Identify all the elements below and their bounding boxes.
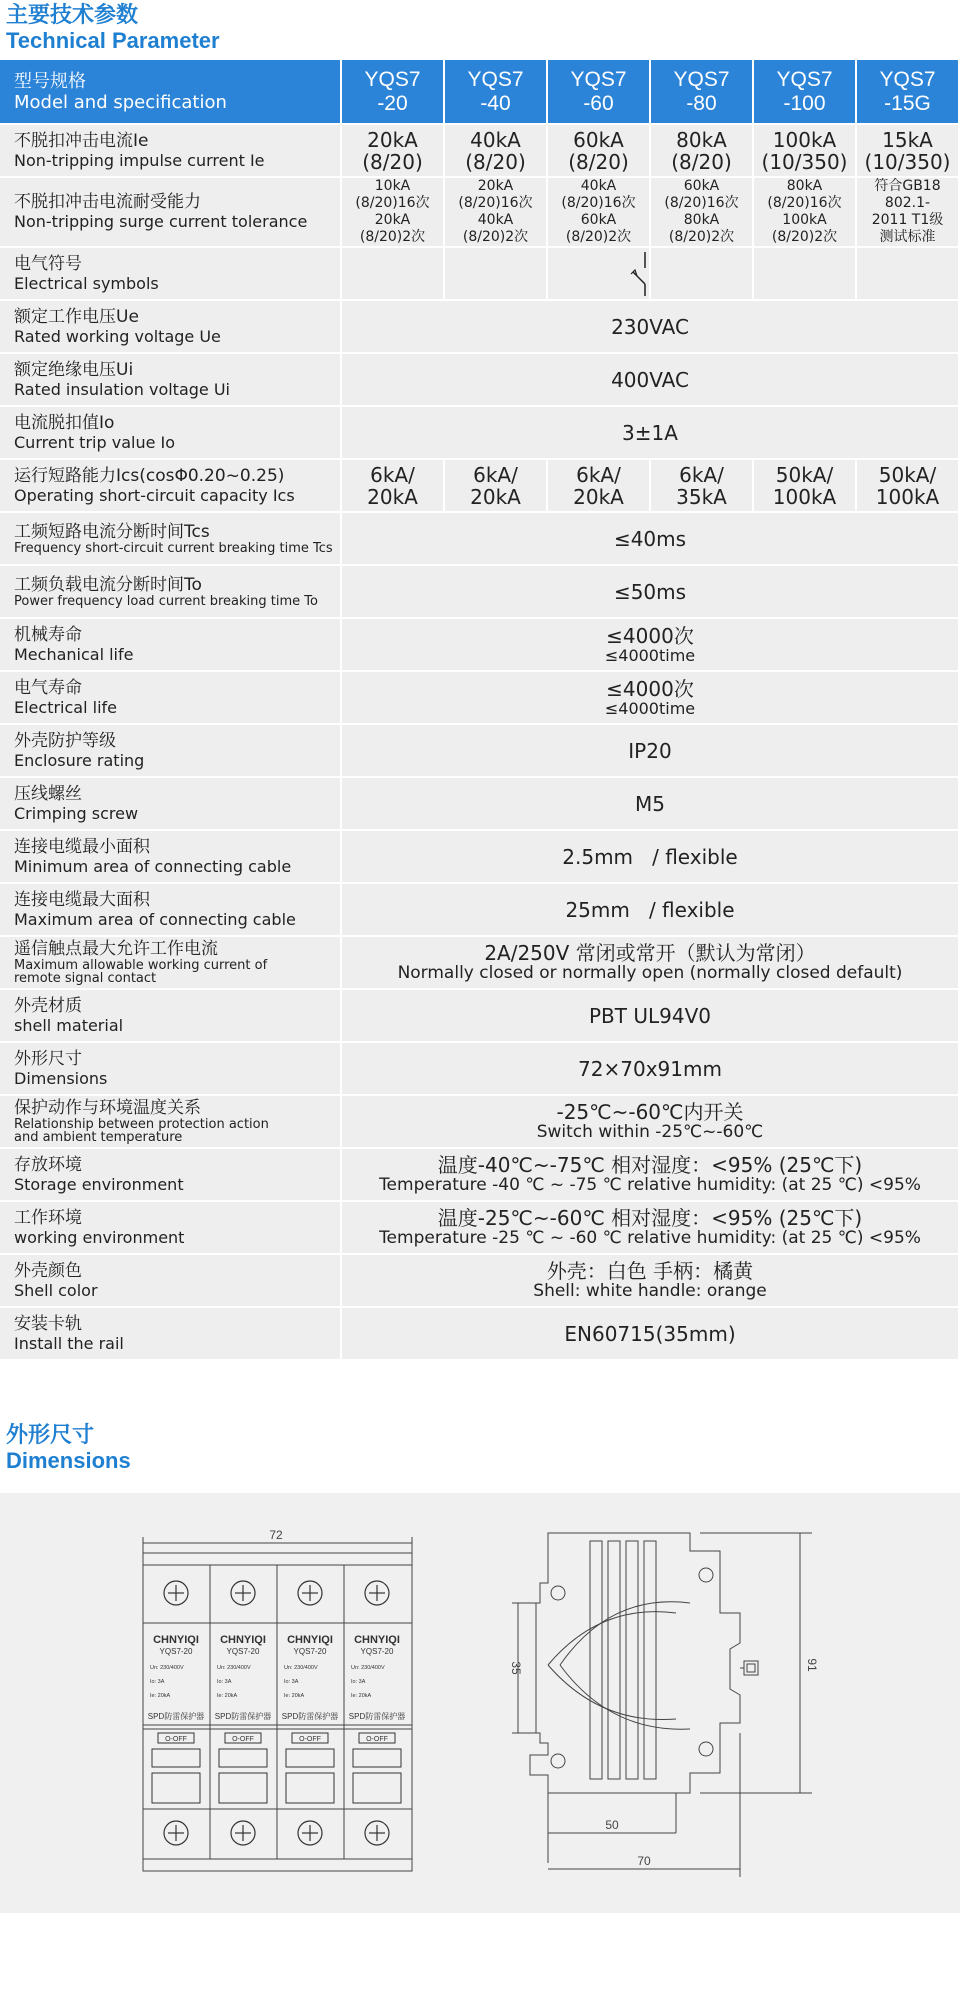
- model-line1: YQS7: [570, 67, 627, 91]
- table-cell: [445, 460, 548, 513]
- row-label-zh: 保护动作与环境温度关系: [14, 1098, 201, 1118]
- table-cell: 400VAC: [342, 354, 960, 407]
- row-label: [0, 778, 342, 831]
- depth-50-label: 50: [605, 1818, 619, 1832]
- model-header: [548, 60, 651, 125]
- module-model-label: YQS7-20: [159, 1647, 193, 1656]
- row-label-zh: 机械寿命: [14, 624, 82, 645]
- row-label-zh: 外壳材质: [14, 995, 82, 1016]
- cell-line: 6kA/: [679, 462, 724, 487]
- cell-line: 35kA: [676, 484, 727, 509]
- table-row: [0, 178, 960, 248]
- cell-line: (10/350): [761, 149, 848, 174]
- row-label-en: Frequency short-circuit current breaking time Tcs: [14, 540, 333, 556]
- row-label: [0, 937, 342, 990]
- cell-line: Shell: white handle: orange: [533, 1281, 767, 1301]
- module-spec-text: Ie: 20kA: [217, 1693, 238, 1699]
- module-spec-text: Ie: 20kA: [150, 1693, 171, 1699]
- cell-line: 40kA: [580, 178, 617, 194]
- cell-line: Switch within -25℃~-60℃: [536, 1122, 764, 1142]
- table-row: [0, 937, 960, 990]
- section-title-en: Dimensions: [6, 1448, 131, 1473]
- table-cell: [342, 619, 960, 672]
- cell-line: 802.1-: [884, 195, 931, 211]
- cell-line: Temperature -25 ℃ ~ -60 ℃ relative humidity: (at 25 ℃) <95%: [379, 1228, 921, 1248]
- cell-line: 100kA: [772, 127, 837, 152]
- cell-line: 2A/250V 常闭或常开（默认为常闭）: [484, 941, 816, 965]
- table-cell: [754, 460, 857, 513]
- spd-label: SPD防雷保护器: [147, 1712, 205, 1721]
- height-dimension-label: 91: [805, 1658, 819, 1672]
- table-cell: [445, 178, 548, 248]
- cell-line: 20kA: [477, 178, 514, 194]
- table-row: [0, 619, 960, 672]
- table-cell: [548, 178, 651, 248]
- table-cell: ≤40ms: [342, 513, 960, 566]
- row-label-en: Maximum area of connecting cable: [14, 909, 296, 929]
- cell-line: (8/20)2次: [462, 229, 529, 245]
- row-label-zh: 存放环境: [14, 1154, 82, 1175]
- row-label-zh: 外壳颜色: [14, 1260, 82, 1281]
- model-header: [857, 60, 960, 125]
- cell-line: Temperature -40 ℃ ~ -75 ℃ relative humidity: (at 25 ℃) <95%: [379, 1175, 921, 1195]
- row-label-en: Enclosure rating: [14, 750, 145, 770]
- cell-line: 温度-40℃~-75℃ 相对湿度：<95% (25℃下): [437, 1153, 863, 1177]
- row-label: [0, 1149, 342, 1202]
- table-row: [0, 672, 960, 725]
- table-cell: [754, 248, 857, 301]
- row-label: [0, 354, 342, 407]
- switch-label: O-OFF: [366, 1736, 388, 1743]
- row-label: [0, 1043, 342, 1096]
- module-spec-text: Un: 230/400V: [351, 1665, 385, 1671]
- cell-line: ≤4000time: [604, 698, 696, 718]
- table-cell: [857, 460, 960, 513]
- cell-line: 20kA: [367, 127, 418, 152]
- cell-line: 60kA: [683, 178, 720, 194]
- row-label: [0, 125, 342, 178]
- section-title-en: Technical Parameter: [6, 28, 220, 53]
- module-spec-text: Io: 3A: [150, 1679, 165, 1685]
- dimension-drawing-panel: [0, 1493, 960, 1913]
- width-dimension-label: 72: [269, 1528, 283, 1542]
- model-header: [445, 60, 548, 125]
- row-label-zh: 运行短路能力Ics(cosΦ0.20~0.25): [14, 465, 285, 486]
- row-label-zh: 压线螺丝: [14, 783, 82, 804]
- row-label: [0, 566, 342, 619]
- module-spec-text: Un: 230/400V: [217, 1665, 251, 1671]
- model-line2: -40: [480, 91, 511, 115]
- row-label: [0, 513, 342, 566]
- cell-line: ≤4000次: [606, 623, 694, 648]
- row-label-en: Rated insulation voltage Ui: [14, 379, 230, 399]
- cell-line: ≤4000time: [604, 645, 696, 665]
- table-cell: [651, 178, 754, 248]
- row-label-en: Install the rail: [14, 1333, 124, 1353]
- table-row: [0, 725, 960, 778]
- spd-label: SPD防雷保护器: [214, 1712, 272, 1721]
- table-row: [0, 778, 960, 831]
- header-label: [0, 60, 342, 125]
- header-label-en: Model and specification: [14, 91, 227, 113]
- cell-line: 20kA: [374, 212, 411, 228]
- cell-line: 20kA: [367, 484, 418, 509]
- cell-line: (8/20)2次: [359, 229, 426, 245]
- cell-line: 6kA/: [473, 462, 518, 487]
- row-label: [0, 884, 342, 937]
- table-row: [0, 513, 960, 566]
- table-cell: EN60715(35mm): [342, 1308, 960, 1361]
- cell-line: 符合GB18: [874, 178, 941, 194]
- module-spec-text: Ie: 20kA: [351, 1693, 372, 1699]
- table-cell: IP20: [342, 725, 960, 778]
- row-label: [0, 619, 342, 672]
- cell-line: 40kA: [477, 212, 514, 228]
- cell-line: 80kA: [786, 178, 823, 194]
- section-title-technical-parameter: [6, 4, 220, 54]
- model-header: [651, 60, 754, 125]
- table-cell: M5: [342, 778, 960, 831]
- table-cell: [342, 248, 445, 301]
- table-row: [0, 1149, 960, 1202]
- module-spec-text: Ie: 20kA: [284, 1693, 305, 1699]
- table-cell: [342, 1255, 960, 1308]
- model-line2: -15G: [884, 91, 931, 115]
- row-label-zh: 不脱扣冲击电流Ie: [14, 130, 149, 151]
- row-label-en: Electrical symbols: [14, 273, 159, 293]
- cell-line: 外壳：白色 手柄：橘黄: [546, 1259, 754, 1283]
- row-label: [0, 831, 342, 884]
- side-view: [512, 1533, 812, 1877]
- model-line2: -80: [686, 91, 717, 115]
- cell-line: 100kA: [875, 484, 940, 509]
- model-line2: -60: [583, 91, 614, 115]
- table-row: [0, 566, 960, 619]
- table-cell: [548, 460, 651, 513]
- brand-label: CHNYIQI: [153, 1634, 199, 1646]
- module-model-label: YQS7-20: [360, 1647, 394, 1656]
- cell-line: 80kA: [683, 212, 720, 228]
- table-row: [0, 990, 960, 1043]
- table-row: [0, 301, 960, 354]
- table-row: [0, 125, 960, 178]
- cell-line: 测试标准: [879, 229, 936, 245]
- table-cell: 72×70x91mm: [342, 1043, 960, 1096]
- cell-line: 40kA: [470, 127, 521, 152]
- model-header: [342, 60, 445, 125]
- cell-line: 60kA: [573, 127, 624, 152]
- table-cell: [754, 125, 857, 178]
- cell-line: (8/20): [465, 149, 526, 174]
- row-label-zh: 工频短路电流分断时间Tcs: [14, 521, 210, 542]
- spd-label: SPD防雷保护器: [281, 1712, 339, 1721]
- row-label-en: Electrical life: [14, 697, 117, 717]
- module-spec-text: Un: 230/400V: [150, 1665, 184, 1671]
- row-label-zh: 不脱扣冲击电流耐受能力: [14, 192, 201, 212]
- table-cell: [342, 937, 960, 990]
- cell-line: 50kA/: [878, 462, 937, 487]
- cell-line: (8/20): [362, 149, 423, 174]
- spd-label: SPD防雷保护器: [348, 1712, 406, 1721]
- table-cell: [651, 248, 754, 301]
- cell-line: 2011 T1级: [871, 212, 944, 228]
- switch-label: O-OFF: [165, 1736, 187, 1743]
- cell-line: (8/20)2次: [565, 229, 632, 245]
- table-cell: [548, 248, 651, 301]
- cell-line: 15kA: [882, 127, 933, 152]
- module-model-label: YQS7-20: [226, 1647, 260, 1656]
- row-label: [0, 407, 342, 460]
- row-label-en: Current trip value Io: [14, 432, 176, 452]
- row-label-en: Mechanical life: [14, 644, 134, 664]
- cell-line: 60kA: [580, 212, 617, 228]
- row-label-zh: 安装卡轨: [14, 1313, 82, 1334]
- row-label: [0, 1096, 342, 1149]
- row-label-zh: 额定绝缘电压Ui: [14, 359, 134, 380]
- table-cell: [342, 125, 445, 178]
- module-spec-text: Io: 3A: [284, 1679, 299, 1685]
- cell-line: (8/20)16次: [664, 195, 739, 211]
- header-label-zh: 型号规格: [14, 70, 86, 92]
- cell-line: Normally closed or normally open (normally closed default): [397, 963, 903, 983]
- cell-line: 50kA/: [775, 462, 834, 487]
- table-cell: ≤50ms: [342, 566, 960, 619]
- cell-line: (8/20): [568, 149, 629, 174]
- table-row: [0, 460, 960, 513]
- table-row: [0, 248, 960, 301]
- table-header-row: [0, 60, 960, 125]
- switch-label: O-OFF: [232, 1736, 254, 1743]
- row-label-en: Dimensions: [14, 1068, 108, 1088]
- table-cell: [342, 1202, 960, 1255]
- row-label-zh: 工作环境: [14, 1207, 82, 1228]
- row-label-en: Power frequency load current breaking time To: [14, 593, 318, 609]
- table-row: [0, 1255, 960, 1308]
- row-label-zh: 连接电缆最小面积: [14, 836, 150, 857]
- module-model-label: YQS7-20: [293, 1647, 327, 1656]
- row-label-zh: 连接电缆最大面积: [14, 889, 150, 910]
- table-cell: [548, 125, 651, 178]
- row-label-en: Minimum area of connecting cable: [14, 856, 292, 876]
- table-cell: [857, 248, 960, 301]
- row-label-zh: 工频负载电流分断时间To: [14, 574, 202, 595]
- module-spec-text: Un: 230/400V: [284, 1665, 318, 1671]
- cell-line: 6kA/: [370, 462, 415, 487]
- table-row: [0, 354, 960, 407]
- table-cell: [651, 460, 754, 513]
- row-label-en: shell material: [14, 1015, 124, 1035]
- cell-line: (8/20): [671, 149, 732, 174]
- cell-line: 80kA: [676, 127, 727, 152]
- table-cell: [857, 125, 960, 178]
- row-label-en: Operating short-circuit capacity Ics: [14, 485, 295, 505]
- table-cell: [445, 248, 548, 301]
- cell-line: 20kA: [573, 484, 624, 509]
- cell-line: (8/20)16次: [458, 195, 533, 211]
- front-view: [143, 1528, 412, 1871]
- model-line2: -100: [783, 91, 826, 115]
- row-label: [0, 672, 342, 725]
- table-cell: 230VAC: [342, 301, 960, 354]
- row-label-en: Non-tripping surge current tolerance: [14, 212, 308, 231]
- model-line1: YQS7: [776, 67, 833, 91]
- row-label: [0, 1308, 342, 1361]
- cell-line: 温度-25℃~-60℃ 相对湿度：<95% (25℃下): [437, 1206, 863, 1230]
- cell-line: (8/20)16次: [561, 195, 636, 211]
- row-label-en: Crimping screw: [14, 803, 139, 823]
- dimension-drawing: [0, 1493, 960, 1913]
- model-line2: -20: [377, 91, 408, 115]
- cell-line: -25℃~-60℃内开关: [556, 1100, 744, 1124]
- brand-label: CHNYIQI: [220, 1634, 266, 1646]
- model-line1: YQS7: [879, 67, 936, 91]
- cell-line: (10/350): [864, 149, 951, 174]
- model-header: [754, 60, 857, 125]
- cell-line: ≤4000次: [606, 676, 694, 701]
- cell-line: (8/20)16次: [767, 195, 842, 211]
- cell-line: (8/20)16次: [355, 195, 430, 211]
- row-label-en: Non-tripping impulse current Ie: [14, 150, 265, 170]
- model-line1: YQS7: [364, 67, 421, 91]
- cell-line: (8/20)2次: [668, 229, 735, 245]
- section-title-zh: 主要技术参数: [6, 3, 139, 28]
- table-cell: [857, 178, 960, 248]
- row-label: [0, 301, 342, 354]
- table-cell: [342, 1096, 960, 1149]
- module-spec-text: Io: 3A: [217, 1679, 232, 1685]
- section-title-zh: 外形尺寸: [6, 1423, 95, 1448]
- cell-line: (8/20)2次: [771, 229, 838, 245]
- row-label-zh: 遥信触点最大允许工作电流: [14, 939, 218, 959]
- brand-label: CHNYIQI: [287, 1634, 333, 1646]
- spec-table: [0, 60, 960, 1361]
- row-label-zh: 额定工作电压Ue: [14, 306, 139, 327]
- model-line1: YQS7: [673, 67, 730, 91]
- table-cell: [342, 672, 960, 725]
- table-cell: [754, 178, 857, 248]
- row-label: [0, 725, 342, 778]
- row-label-en: Shell color: [14, 1280, 98, 1300]
- table-row: [0, 1043, 960, 1096]
- row-label-zh: 电气符号: [14, 253, 82, 274]
- row-label: [0, 1255, 342, 1308]
- rail-dimension-label: 35: [509, 1661, 523, 1675]
- row-label-en: Rated working voltage Ue: [14, 326, 221, 346]
- depth-70-label: 70: [637, 1854, 651, 1868]
- electrical-symbol-icon: [609, 250, 649, 298]
- cell-line: 20kA: [470, 484, 521, 509]
- row-label-en: remote signal contact: [14, 971, 157, 986]
- table-row: [0, 884, 960, 937]
- row-label-en: Maximum allowable working current of: [14, 958, 268, 973]
- row-label: [0, 178, 342, 248]
- table-cell: [651, 125, 754, 178]
- model-line1: YQS7: [467, 67, 524, 91]
- row-label-en: Storage environment: [14, 1174, 184, 1194]
- module-spec-text: Io: 3A: [351, 1679, 366, 1685]
- table-cell: [342, 178, 445, 248]
- table-cell: [445, 125, 548, 178]
- table-row: [0, 831, 960, 884]
- table-cell: [342, 460, 445, 513]
- row-label-en: Relationship between protection action: [14, 1117, 269, 1132]
- table-row: [0, 407, 960, 460]
- side-view-labels: [509, 1658, 819, 1868]
- table-row: [0, 1308, 960, 1361]
- cell-line: 100kA: [782, 212, 827, 228]
- row-label-zh: 外形尺寸: [14, 1048, 82, 1069]
- brand-label: CHNYIQI: [354, 1634, 400, 1646]
- row-label: [0, 990, 342, 1043]
- row-label-en: working environment: [14, 1227, 185, 1247]
- row-label-zh: 外壳防护等级: [14, 730, 116, 751]
- row-label: [0, 1202, 342, 1255]
- table-cell: 3±1A: [342, 407, 960, 460]
- table-cell: 25mm / flexible: [342, 884, 960, 937]
- row-label: [0, 460, 342, 513]
- cell-line: 6kA/: [576, 462, 621, 487]
- cell-line: 10kA: [374, 178, 411, 194]
- table-cell: [342, 1149, 960, 1202]
- row-label-zh: 电气寿命: [14, 677, 82, 698]
- section-title-dimensions: [6, 1424, 131, 1474]
- row-label-en: and ambient temperature: [14, 1130, 183, 1145]
- switch-label: O-OFF: [299, 1736, 321, 1743]
- row-label: [0, 248, 342, 301]
- table-row: [0, 1202, 960, 1255]
- table-cell: PBT UL94V0: [342, 990, 960, 1043]
- table-row: [0, 1096, 960, 1149]
- row-label-zh: 电流脱扣值Io: [14, 412, 115, 433]
- table-cell: 2.5mm / flexible: [342, 831, 960, 884]
- cell-line: 100kA: [772, 484, 837, 509]
